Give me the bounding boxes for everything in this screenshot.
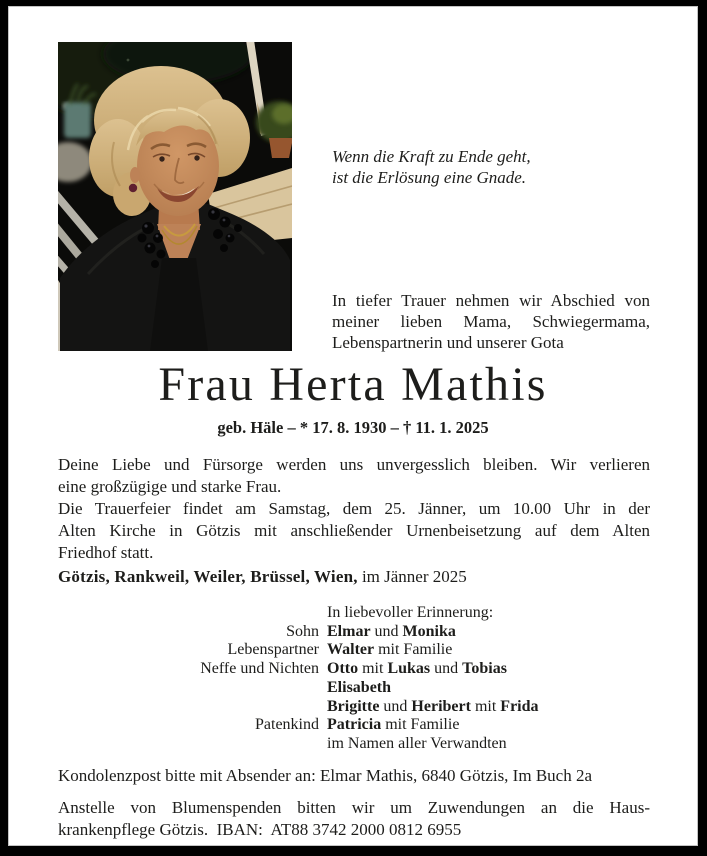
text-line: eine großzügige und starke Frau. bbox=[58, 477, 282, 496]
mourner-names bbox=[327, 660, 507, 679]
mourner-row bbox=[9, 641, 699, 660]
mourner-row bbox=[9, 679, 699, 698]
mourner-text: und bbox=[430, 660, 463, 678]
mourner-name: Patricia bbox=[327, 716, 382, 734]
mourner-text: und bbox=[370, 622, 403, 640]
mourner-names bbox=[327, 698, 539, 717]
mourner-relation-label: Neffe und Nichten bbox=[200, 660, 319, 678]
mourner-text: mit bbox=[470, 697, 501, 715]
mourner-row bbox=[9, 623, 699, 642]
text-line: Wenn die Kraft zu Ende geht, bbox=[332, 147, 531, 166]
portrait-illustration bbox=[58, 42, 292, 351]
mourner-text: und bbox=[379, 697, 412, 715]
mourner-name: Monika bbox=[402, 622, 456, 640]
mourner-names bbox=[327, 641, 452, 660]
mourners-list bbox=[9, 604, 699, 754]
mourner-relation-label: Patenkind bbox=[255, 716, 319, 734]
text-line: Die Trauerfeier findet am Samstag, dem 25. Jänner, um 10.00 Uhr in der bbox=[58, 499, 650, 518]
mourner-names bbox=[327, 623, 456, 642]
funeral-info-paragraph bbox=[58, 498, 650, 564]
text-line: krankenpflege Götzis. IBAN: AT88 3742 2000 0812 6955 bbox=[58, 820, 462, 839]
mourner-row bbox=[9, 604, 699, 623]
mourner-name: Lukas bbox=[387, 660, 431, 678]
mourner-row bbox=[9, 660, 699, 679]
mourner-row bbox=[9, 698, 699, 717]
intro-paragraph bbox=[332, 290, 650, 353]
mourner-text: mit Familie bbox=[374, 641, 453, 659]
text-line: ist die Erlösung eine Gnade. bbox=[332, 168, 527, 187]
life-dates: geb. Häle – * 17. 8. 1930 – † 11. 1. 2025 bbox=[217, 418, 489, 437]
mourner-name: Elmar bbox=[327, 622, 371, 640]
mourner-name: Tobias bbox=[462, 660, 507, 678]
places-list: Götzis, Rankweil, Weiler, Brüssel, Wien, bbox=[58, 567, 358, 586]
mourner-name: Frida bbox=[500, 697, 539, 715]
place-dateline bbox=[58, 566, 467, 588]
mourner-name: Walter bbox=[327, 641, 375, 659]
mourner-name: Heribert bbox=[411, 697, 471, 715]
text-line: Lebenspartnerin und unserer Gota bbox=[332, 333, 564, 352]
mourner-relation-label bbox=[9, 604, 319, 623]
deceased-name: Frau Herta Mathis bbox=[158, 358, 548, 411]
donation-note bbox=[58, 797, 650, 841]
condolence-note: Kondolenzpost bitte mit Absender an: Elmar Mathis, 6840 Götzis, Im Buch 2a bbox=[58, 766, 592, 785]
dateline-date: im Jänner 2025 bbox=[357, 567, 467, 586]
mourner-text: mit Familie bbox=[381, 716, 460, 734]
mourner-row bbox=[9, 716, 699, 735]
mourner-names bbox=[327, 604, 493, 623]
epigraph bbox=[332, 146, 662, 188]
mourner-name: Elisabeth bbox=[327, 678, 392, 696]
mourner-text: In liebevoller Erinnerung: bbox=[327, 604, 494, 621]
mourner-names bbox=[327, 735, 507, 754]
mourner-names bbox=[327, 679, 391, 698]
mourner-relation-label bbox=[9, 679, 319, 698]
mourner-names bbox=[327, 716, 459, 735]
portrait-photo bbox=[58, 42, 292, 351]
mourner-name: Brigitte bbox=[327, 697, 380, 715]
death-notice-card bbox=[8, 6, 698, 846]
text-line: Alten Kirche in Götzis mit anschließender Urnenbeisetzung auf dem Alten bbox=[58, 521, 650, 540]
text-line: Deine Liebe und Fürsorge werden uns unvergesslich bleiben. Wir verlieren bbox=[58, 455, 650, 474]
mourner-relation-label: Lebenspartner bbox=[227, 641, 319, 659]
mourner-row bbox=[9, 735, 699, 754]
farewell-paragraph bbox=[58, 454, 650, 498]
text-line: Anstelle von Blumenspenden bitten wir um Zuwendungen an die Haus- bbox=[58, 798, 650, 817]
text-line: meiner lieben Mama, Schwiegermama, bbox=[332, 312, 650, 331]
mourner-relation-label bbox=[9, 735, 319, 754]
mourner-text: mit bbox=[358, 660, 388, 678]
text-line: In tiefer Trauer nehmen wir Abschied von bbox=[332, 291, 650, 310]
text-line: Friedhof statt. bbox=[58, 543, 154, 562]
mourner-relation-label: Sohn bbox=[286, 622, 319, 640]
mourner-text: im Namen aller Verwandten bbox=[327, 734, 507, 752]
mourner-relation-label bbox=[9, 698, 319, 717]
mourner-name: Otto bbox=[327, 660, 359, 678]
